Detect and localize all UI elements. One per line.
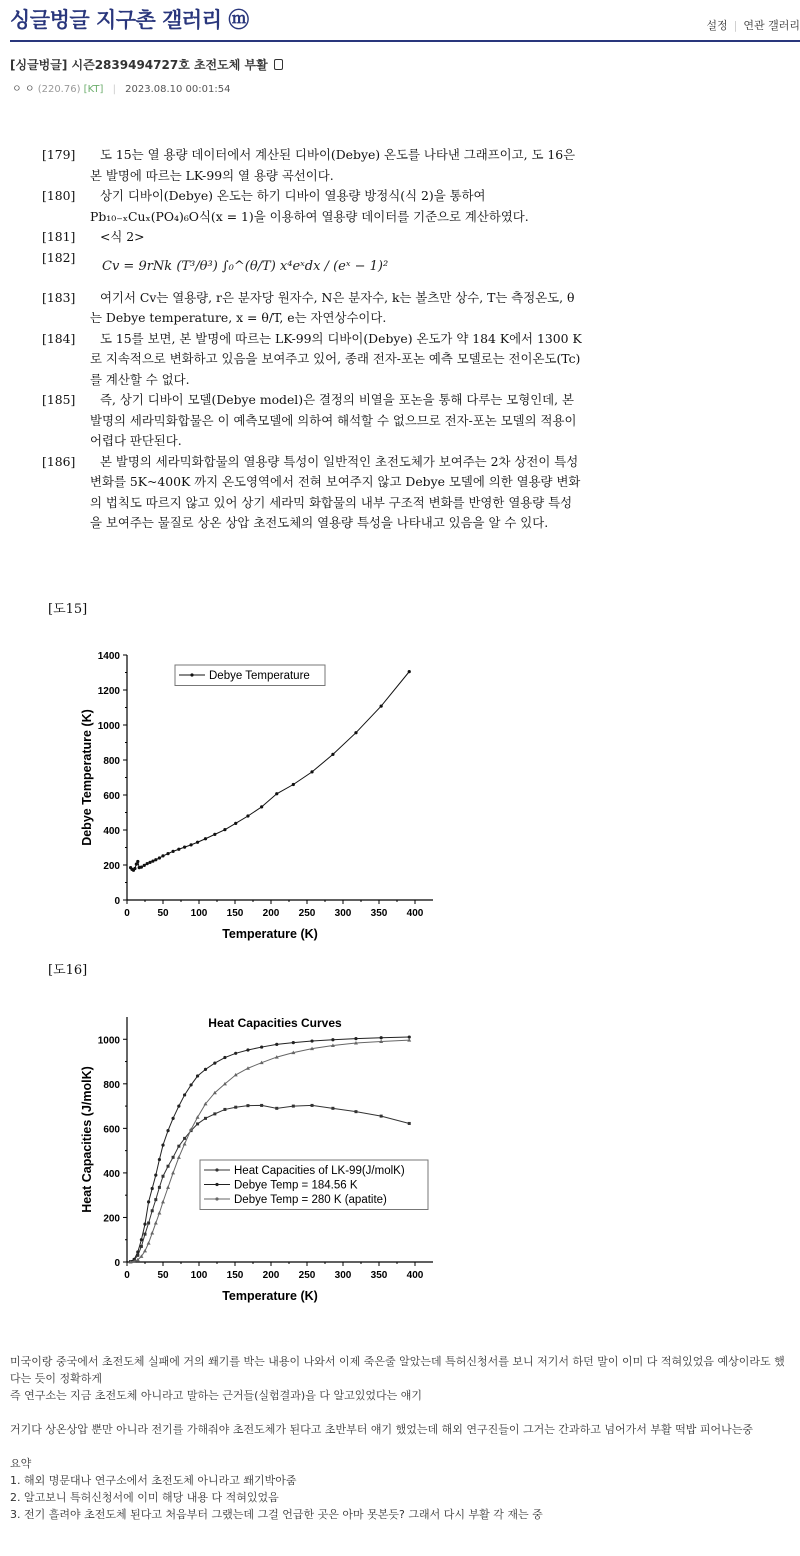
data-point [150,1231,154,1235]
data-point [223,828,226,831]
patent-paragraph [42,248,582,288]
post-datetime: 2023.08.10 00:01:54 [125,84,231,95]
y-axis-label: Heat Capacities (J/molK) [80,1066,94,1213]
x-tick-label: 350 [370,1270,388,1281]
patent-paragraph [42,452,582,534]
legend-marker [190,673,193,676]
data-point [213,1112,216,1115]
data-point [292,1041,295,1044]
data-point [140,1245,143,1248]
data-point [234,1106,237,1109]
comment-line: 거기다 상온상압 뿐만 아니라 전기를 가해줘야 초전도체가 된다고 초반부터 얘기 했었는데 해외 연구진들이 그거는 간과하고 넘어가서 부활 떡밥 피어나는중 [10,1423,753,1436]
data-point [151,1209,154,1212]
x-tick-label: 50 [157,1270,169,1281]
data-point [354,731,357,734]
data-point [147,1222,150,1225]
paragraph-number: [183] [42,289,76,305]
y-tick-label: 600 [103,791,120,802]
data-point [177,1155,181,1159]
heat-capacities-chart [70,1000,440,1310]
x-tick-label: 150 [226,1270,244,1281]
x-tick-label: 350 [370,908,388,919]
legend-label: Heat Capacities of LK-99(J/molK) [234,1165,405,1177]
x-tick-label: 100 [190,908,208,919]
patent-paragraph [42,227,582,248]
patent-paragraph [42,186,582,227]
comment-line [10,1404,790,1421]
data-point [154,1174,157,1177]
data-point [171,850,174,853]
x-tick-label: 200 [262,908,280,919]
data-point [292,783,295,786]
legend-marker [215,1183,218,1186]
data-point [171,1171,175,1175]
paragraph-number: [184] [42,330,76,346]
patent-excerpt [42,145,582,534]
chart-title: Heat Capacities Curves [208,1016,342,1030]
data-point [177,1104,180,1107]
carrier-badge: [KT] [83,84,104,95]
x-tick-label: 50 [157,908,169,919]
data-point [158,1158,161,1161]
data-point [143,1249,147,1253]
patent-paragraph [42,288,582,329]
separator: | [112,84,116,95]
paragraph-text: 도 15를 보면, 본 발명에 따르는 LK-99의 디바이(Debye) 온도가 약 184 K에서 1300 K로 지속적으로 변화하고 있음을 보여주고 있어, 종래 전자-포논 예측 모델로는 전이온도(Tc)를 계산할 수 없다. [90,330,582,387]
data-point [331,1107,334,1110]
y-tick-label: 200 [103,861,120,872]
data-point [161,1143,164,1146]
settings-link[interactable]: 설정 [706,19,728,32]
x-tick-label: 400 [406,1270,424,1281]
x-tick-label: 300 [334,908,352,919]
data-point [140,1238,143,1241]
summary-item: 3. 전기 흘려야 초전도체 된다고 처음부터 그랬는데 그걸 언급한 곳은 아마 못본듯? 그래서 다시 부활 각 재는 중 [10,1508,543,1521]
paragraph-text: 도 15는 열 용량 데이터에서 계산된 디바이(Debye) 온도를 나타낸 그래프이고, 도 16은 본 발명에 따르는 LK-99의 열 용량 곡선이다. [90,147,576,183]
paragraph-number: [179] [42,147,76,162]
y-tick-label: 1200 [97,686,120,697]
author-ip: (220.76) [37,84,81,95]
series-line [131,1040,410,1262]
data-point [275,1107,278,1110]
data-point [154,1198,157,1201]
summary-item: 2. 알고보니 특허신청서에 이미 해당 내용 다 적혀있었음 [10,1491,279,1504]
mobile-icon [274,59,283,70]
data-point [311,1104,314,1107]
data-point [234,1052,237,1055]
data-point [183,1137,186,1140]
x-tick-label: 200 [262,1270,280,1281]
data-point [246,1048,249,1051]
x-tick-label: 250 [298,908,316,919]
figure-15-label: [도15] [48,602,88,617]
summary-item: 1. 해외 명문대나 연구소에서 초전도체 아니라고 쐐기박아줌 [10,1474,297,1487]
data-point [136,1250,139,1253]
legend-label: Debye Temperature [209,670,310,682]
y-axis-label: Debye Temperature (K) [80,709,94,846]
x-tick-label: 250 [298,1270,316,1281]
data-point [177,1145,180,1148]
data-point [408,1122,411,1125]
paragraph-text: <식 2> [100,229,145,244]
data-point [213,1062,216,1065]
data-point [380,705,383,708]
data-point [157,1211,161,1215]
data-point [246,814,249,817]
related-gallery-link[interactable]: 연관 갤러리 [743,19,800,32]
paragraph-text: 즉, 상기 디바이 모델(Debye model)은 결정의 비열을 포논을 통해 다루는 모형인데, 본 발명의 세라믹화합물은 이 예측모델에 의하여 해석할 수 없으므로 전자-포논 모델의 적용이 어렵다 판단된다. [90,392,577,448]
debye-temperature-chart [70,640,440,950]
header-divider [10,40,800,42]
data-point [167,1165,170,1168]
paragraph-number: [181] [42,229,76,244]
legend-marker [215,1197,218,1200]
data-point [151,860,154,863]
debye-formula: Cv = 9rNk (T³/θ³) ∫₀^(θ/T) x⁴eˣdx / (eˣ − 1)² [102,259,389,275]
x-tick-label: 400 [406,908,424,919]
data-point [246,1104,249,1107]
patent-paragraph [42,145,582,186]
data-point [223,1056,226,1059]
data-point [354,1110,357,1113]
paragraph-text: 본 발명의 세라믹화합물의 열용량 특성이 일반적인 초전도체가 보여주는 2차 상전이 특성변화를 5K~400K 까지 온도영역에서 전혀 보여주지 않고 Debye 모델에 의한 열용량 변화의 법칙도 따르지 않고 있어 상기 세라믹 화합물의 내부 구조적 변화를 반영한 열용량 특성을 보여주는 물질로 상온 상압 초전도체의 열용량 특성을 나타내고 있음을 알 수 있다. [90,453,581,530]
data-point [204,1068,207,1071]
y-tick-label: 1000 [97,1035,120,1047]
data-point [331,753,334,756]
data-point [196,1122,199,1125]
x-axis-label: Temperature (K) [222,1289,318,1303]
post-comment-body [10,1353,790,1523]
y-tick-label: 200 [103,1213,120,1225]
data-point [275,1043,278,1046]
legend-marker [215,1168,218,1171]
data-point [204,837,207,840]
data-point [143,1223,146,1226]
post-meta [12,80,230,95]
data-point [148,861,151,864]
legend-label: Debye Temp = 184.56 K [234,1179,358,1192]
data-point [380,1036,383,1039]
data-point [408,670,411,673]
data-point [260,1104,263,1107]
paragraph-number: [185] [42,392,76,407]
series-line [131,1037,410,1262]
data-point [151,1187,154,1190]
data-point [140,866,143,869]
data-point [223,1108,226,1111]
data-point [183,846,186,849]
separator: | [733,19,738,32]
patent-paragraph [42,390,582,452]
data-point [166,1185,170,1189]
y-tick-label: 800 [103,1079,120,1091]
data-point [213,833,216,836]
data-point [354,1037,357,1040]
data-point [380,1115,383,1118]
x-tick-label: 100 [190,1270,208,1281]
y-tick-label: 1000 [97,721,120,732]
comment-line [10,1438,790,1455]
data-point [166,1129,169,1132]
data-point [136,860,139,863]
data-point [177,848,180,851]
data-point [189,1083,192,1086]
y-tick-label: 600 [103,1124,120,1136]
data-point [147,1241,151,1245]
comment-line: 즉 연구소는 지금 초전도체 아니라고 말하는 근거들(실험결과)을 다 알고있었다는 얘기 [10,1389,422,1402]
data-point [162,1175,165,1178]
data-point [154,1221,158,1225]
figure-16-label: [도16] [48,963,88,978]
data-point [292,1105,295,1108]
x-tick-label: 300 [334,1270,352,1281]
post-title [10,56,283,73]
author[interactable]: ㅇ ㅇ [12,84,35,95]
data-point [310,770,313,773]
data-point [161,854,164,857]
y-tick-label: 1400 [97,651,120,662]
x-tick-label: 150 [226,908,244,919]
data-point [172,1156,175,1159]
x-tick-label: 0 [124,1270,130,1281]
data-point [189,843,192,846]
y-tick-label: 400 [103,1168,120,1180]
data-point [154,858,157,861]
data-point [158,856,161,859]
data-point [146,862,149,865]
gallery-title[interactable]: 싱글벙글 지구촌 갤러리 ⓜ [10,8,249,32]
paragraph-text: 상기 디바이(Debye) 온도는 하기 디바이 열용량 방정식(식 2)을 통하여 Pb₁₀₋ₓCuₓ(PO₄)₆O식(x = 1)을 이용하여 열용량 데이터를 기준으로 계산하였다. [90,188,529,224]
data-point [183,1093,186,1096]
y-tick-label: 800 [103,756,120,767]
data-point [161,1200,165,1204]
series-line [131,672,410,871]
paragraph-number: [182] [42,249,76,265]
data-point [196,841,199,844]
y-tick-label: 0 [114,896,120,907]
data-point [166,852,169,855]
data-point [310,1039,313,1042]
data-point [204,1117,207,1120]
y-tick-label: 400 [103,826,120,837]
y-tick-label: 0 [114,1258,120,1269]
data-point [196,1074,199,1077]
comment-line: 미국이랑 중국에서 초전도체 실패에 거의 쐐기를 박는 내용이 나와서 이제 죽은줄 알았는데 특허신청서를 보니 저기서 하던 말이 이미 다 적혀있었음 예상이라도 했다는 듯이 정확하게 [10,1355,785,1385]
top-links [706,17,800,33]
post-title-text: [싱글벙글] 시즌2839494727호 초전도체 부활 [10,58,268,72]
data-point [171,1117,174,1120]
data-point [260,805,263,808]
paragraph-number: [186] [42,453,76,469]
paragraph-text: 여기서 Cv는 열용량, r은 분자당 원자수, N은 분자수, k는 볼츠만 상수, T는 측정온도, θ는 Debye temperature, x = θ/T, e는 자연상수이다. [90,289,575,325]
data-point [275,792,278,795]
x-axis-label: Temperature (K) [222,927,318,941]
data-point [144,1233,147,1236]
data-point [260,1045,263,1048]
paragraph-number: [180] [42,188,76,203]
data-point [147,1200,150,1203]
data-point [133,867,136,870]
data-point [234,822,237,825]
legend-label: Debye Temp = 280 K (apatite) [234,1194,387,1206]
data-point [331,1038,334,1041]
data-point [158,1186,161,1189]
summary-heading: 요약 [10,1457,32,1470]
data-point [183,1142,187,1146]
patent-paragraph [42,329,582,391]
x-tick-label: 0 [124,908,130,919]
data-point [143,864,146,867]
